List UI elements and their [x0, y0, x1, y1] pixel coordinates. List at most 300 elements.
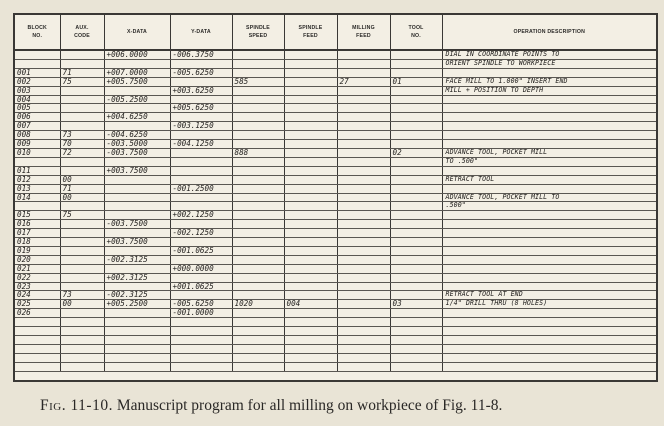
spindle-speed-cell	[232, 157, 284, 166]
x-data-cell	[104, 229, 170, 238]
spindle-speed-cell	[232, 246, 284, 255]
milling-feed-cell	[337, 202, 390, 211]
y-data-cell	[170, 318, 232, 327]
aux-code-cell	[60, 122, 104, 131]
block-no-cell: 007	[15, 122, 60, 131]
x-data-cell: +005.2500	[104, 300, 170, 309]
table-row	[15, 184, 656, 193]
aux-code-cell	[60, 282, 104, 291]
aux-code-cell	[60, 273, 104, 282]
spindle-speed-cell	[232, 95, 284, 104]
col-tool-no: TOOL NO.	[390, 15, 442, 50]
x-data-cell: +003.7500	[104, 238, 170, 247]
milling-feed-cell	[337, 309, 390, 318]
spindle-speed-cell	[232, 113, 284, 122]
x-data-cell	[104, 175, 170, 184]
aux-code-cell	[60, 327, 104, 336]
block-no-cell: 025	[15, 300, 60, 309]
spindle-feed-cell	[284, 59, 337, 68]
block-no-cell	[15, 353, 60, 362]
spindle-feed-cell	[284, 95, 337, 104]
program-rows	[15, 50, 656, 371]
spindle-speed-cell	[232, 175, 284, 184]
tool-no-cell	[390, 50, 442, 59]
y-data-cell	[170, 291, 232, 300]
block-no-cell: 005	[15, 104, 60, 113]
block-no-cell: 011	[15, 166, 60, 175]
table-row	[15, 362, 656, 371]
spindle-feed-cell	[284, 166, 337, 175]
spindle-feed-cell	[284, 211, 337, 220]
aux-code-cell	[60, 86, 104, 95]
tool-no-cell	[390, 291, 442, 300]
description-cell	[442, 95, 656, 104]
x-data-cell: -002.3125	[104, 255, 170, 264]
spindle-speed-cell	[232, 362, 284, 371]
table-row	[15, 353, 656, 362]
table-row	[15, 95, 656, 104]
milling-feed-cell	[337, 362, 390, 371]
spindle-speed-cell	[232, 140, 284, 149]
table-row	[15, 264, 656, 273]
aux-code-cell: 00	[60, 175, 104, 184]
tool-no-cell	[390, 95, 442, 104]
spindle-speed-cell: 1020	[232, 300, 284, 309]
block-no-cell: 016	[15, 220, 60, 229]
x-data-cell: -004.6250	[104, 131, 170, 140]
spindle-speed-cell	[232, 264, 284, 273]
x-data-cell	[104, 202, 170, 211]
block-no-cell: 018	[15, 238, 60, 247]
spindle-speed-cell	[232, 122, 284, 131]
aux-code-cell	[60, 238, 104, 247]
spindle-feed-cell	[284, 362, 337, 371]
x-data-cell: +007.0000	[104, 68, 170, 77]
x-data-cell	[104, 211, 170, 220]
aux-code-cell	[60, 157, 104, 166]
tool-no-cell	[390, 255, 442, 264]
spindle-feed-cell	[284, 148, 337, 157]
x-data-cell	[104, 184, 170, 193]
aux-code-cell: 71	[60, 184, 104, 193]
table-row	[15, 255, 656, 264]
x-data-cell	[104, 59, 170, 68]
x-data-cell: +002.3125	[104, 273, 170, 282]
spindle-feed-cell	[284, 318, 337, 327]
spindle-speed-cell	[232, 193, 284, 202]
block-no-cell: 001	[15, 68, 60, 77]
block-no-cell: 013	[15, 184, 60, 193]
x-data-cell	[104, 122, 170, 131]
x-data-cell: +006.0000	[104, 50, 170, 59]
aux-code-cell	[60, 318, 104, 327]
spindle-speed-cell	[232, 166, 284, 175]
aux-code-cell	[60, 255, 104, 264]
col-spindle-feed: SPINDLE FEED	[284, 15, 337, 50]
y-data-cell: -001.2500	[170, 184, 232, 193]
tool-no-cell: 02	[390, 148, 442, 157]
spindle-feed-cell: 004	[284, 300, 337, 309]
x-data-cell	[104, 193, 170, 202]
block-no-cell	[15, 318, 60, 327]
block-no-cell: 020	[15, 255, 60, 264]
table-row	[15, 229, 656, 238]
table-row	[15, 309, 656, 318]
block-no-cell	[15, 59, 60, 68]
table-row	[15, 50, 656, 59]
aux-code-cell: 73	[60, 131, 104, 140]
spindle-feed-cell	[284, 140, 337, 149]
x-data-cell: -005.2500	[104, 95, 170, 104]
y-data-cell: -002.1250	[170, 229, 232, 238]
spindle-feed-cell	[284, 184, 337, 193]
milling-feed-cell	[337, 318, 390, 327]
tool-no-cell	[390, 86, 442, 95]
aux-code-cell	[60, 50, 104, 59]
description-cell	[442, 211, 656, 220]
block-no-cell	[15, 335, 60, 344]
col-spindle-speed: SPINDLE SPEED	[232, 15, 284, 50]
spindle-speed-cell	[232, 220, 284, 229]
spindle-feed-cell	[284, 229, 337, 238]
description-cell: ORIENT SPINDLE TO WORKPIECE	[442, 59, 656, 68]
description-cell: ADVANCE TOOL, POCKET MILL TO	[442, 193, 656, 202]
spindle-speed-cell	[232, 291, 284, 300]
x-data-cell: -002.3125	[104, 291, 170, 300]
aux-code-cell	[60, 113, 104, 122]
aux-code-cell: 70	[60, 140, 104, 149]
description-cell	[442, 229, 656, 238]
y-data-cell	[170, 175, 232, 184]
x-data-cell	[104, 353, 170, 362]
y-data-cell: -004.1250	[170, 140, 232, 149]
spindle-feed-cell	[284, 238, 337, 247]
milling-feed-cell	[337, 68, 390, 77]
block-no-cell: 015	[15, 211, 60, 220]
spindle-feed-cell	[284, 246, 337, 255]
col-y-data: Y-DATA	[170, 15, 232, 50]
milling-feed-cell	[337, 291, 390, 300]
aux-code-cell	[60, 220, 104, 229]
spindle-feed-cell	[284, 353, 337, 362]
milling-feed-cell	[337, 59, 390, 68]
aux-code-cell: 75	[60, 211, 104, 220]
spindle-feed-cell	[284, 157, 337, 166]
y-data-cell: -005.6250	[170, 68, 232, 77]
aux-code-cell	[60, 59, 104, 68]
caption-label: Fig. 11-10.	[40, 397, 113, 414]
tool-no-cell	[390, 131, 442, 140]
x-data-cell	[104, 264, 170, 273]
spindle-speed-cell	[232, 50, 284, 59]
table-row	[15, 113, 656, 122]
spindle-feed-cell	[284, 255, 337, 264]
block-no-cell	[15, 362, 60, 371]
aux-code-cell	[60, 335, 104, 344]
tool-no-cell	[390, 166, 442, 175]
block-no-cell: 012	[15, 175, 60, 184]
tool-no-cell	[390, 59, 442, 68]
spindle-speed-cell	[232, 318, 284, 327]
tool-no-cell	[390, 68, 442, 77]
spindle-feed-cell	[284, 175, 337, 184]
description-cell: DIAL IN COORDINATE POINTS TO	[442, 50, 656, 59]
aux-code-cell	[60, 344, 104, 353]
y-data-cell: -003.1250	[170, 122, 232, 131]
block-no-cell: 008	[15, 131, 60, 140]
tool-no-cell	[390, 264, 442, 273]
milling-feed-cell	[337, 148, 390, 157]
y-data-cell	[170, 77, 232, 86]
table-row	[15, 344, 656, 353]
milling-feed-cell	[337, 273, 390, 282]
spindle-speed-cell	[232, 353, 284, 362]
table-row	[15, 220, 656, 229]
description-cell	[442, 273, 656, 282]
y-data-cell: -001.0000	[170, 309, 232, 318]
aux-code-cell: 72	[60, 148, 104, 157]
x-data-cell	[104, 318, 170, 327]
description-cell: RETRACT TOOL	[442, 175, 656, 184]
y-data-cell	[170, 148, 232, 157]
y-data-cell: +003.6250	[170, 86, 232, 95]
description-cell: ADVANCE TOOL, POCKET MILL	[442, 148, 656, 157]
y-data-cell: -001.0625	[170, 246, 232, 255]
table-row	[15, 300, 656, 309]
table-row	[15, 68, 656, 77]
x-data-cell: +003.7500	[104, 166, 170, 175]
tool-no-cell	[390, 140, 442, 149]
spindle-feed-cell	[284, 122, 337, 131]
aux-code-cell: 71	[60, 68, 104, 77]
block-no-cell	[15, 50, 60, 59]
table-row	[15, 238, 656, 247]
header-row	[15, 15, 656, 50]
y-data-cell: -005.6250	[170, 300, 232, 309]
y-data-cell	[170, 95, 232, 104]
aux-code-cell	[60, 229, 104, 238]
y-data-cell	[170, 59, 232, 68]
x-data-cell	[104, 104, 170, 113]
aux-code-cell	[60, 264, 104, 273]
spindle-feed-cell	[284, 309, 337, 318]
tool-no-cell	[390, 202, 442, 211]
y-data-cell: +000.0000	[170, 264, 232, 273]
spindle-speed-cell	[232, 282, 284, 291]
tool-no-cell	[390, 238, 442, 247]
spindle-feed-cell	[284, 282, 337, 291]
y-data-cell	[170, 335, 232, 344]
y-data-cell	[170, 166, 232, 175]
tool-no-cell	[390, 122, 442, 131]
spindle-speed-cell	[232, 335, 284, 344]
description-cell: TO .500"	[442, 157, 656, 166]
aux-code-cell: 73	[60, 291, 104, 300]
description-cell	[442, 353, 656, 362]
tool-no-cell	[390, 113, 442, 122]
x-data-cell: +004.6250	[104, 113, 170, 122]
y-data-cell	[170, 362, 232, 371]
tool-no-cell	[390, 344, 442, 353]
spindle-speed-cell	[232, 309, 284, 318]
x-data-cell: -003.7500	[104, 220, 170, 229]
tool-no-cell	[390, 273, 442, 282]
milling-feed-cell	[337, 264, 390, 273]
col-operation-description: OPERATION DESCRIPTION	[442, 15, 656, 50]
table-row	[15, 131, 656, 140]
aux-code-cell	[60, 362, 104, 371]
aux-code-cell	[60, 104, 104, 113]
spindle-speed-cell	[232, 104, 284, 113]
y-data-cell	[170, 131, 232, 140]
table-row	[15, 166, 656, 175]
description-cell	[442, 131, 656, 140]
table-row	[15, 86, 656, 95]
aux-code-cell	[60, 246, 104, 255]
y-data-cell	[170, 353, 232, 362]
milling-feed-cell	[337, 229, 390, 238]
milling-feed-cell	[337, 211, 390, 220]
spindle-feed-cell	[284, 68, 337, 77]
description-cell	[442, 264, 656, 273]
y-data-cell	[170, 344, 232, 353]
spindle-feed-cell	[284, 193, 337, 202]
spindle-speed-cell	[232, 86, 284, 95]
table-row	[15, 175, 656, 184]
table-row	[15, 246, 656, 255]
tool-no-cell	[390, 353, 442, 362]
description-cell	[442, 122, 656, 131]
table-row	[15, 148, 656, 157]
description-cell	[442, 68, 656, 77]
spindle-speed-cell	[232, 131, 284, 140]
description-cell	[442, 255, 656, 264]
spindle-speed-cell	[232, 344, 284, 353]
y-data-cell	[170, 193, 232, 202]
description-cell	[442, 104, 656, 113]
y-data-cell	[170, 273, 232, 282]
milling-feed-cell	[337, 184, 390, 193]
tool-no-cell	[390, 229, 442, 238]
aux-code-cell: 00	[60, 300, 104, 309]
milling-feed-cell	[337, 175, 390, 184]
x-data-cell: -003.7500	[104, 148, 170, 157]
table-row	[15, 318, 656, 327]
spindle-feed-cell	[284, 335, 337, 344]
description-cell	[442, 184, 656, 193]
tool-no-cell	[390, 246, 442, 255]
table-row	[15, 211, 656, 220]
tool-no-cell	[390, 362, 442, 371]
spindle-feed-cell	[284, 86, 337, 95]
description-cell	[442, 166, 656, 175]
milling-feed-cell	[337, 344, 390, 353]
tool-no-cell	[390, 327, 442, 336]
spindle-feed-cell	[284, 50, 337, 59]
tool-no-cell	[390, 318, 442, 327]
milling-feed-cell	[337, 50, 390, 59]
tool-no-cell	[390, 309, 442, 318]
spindle-speed-cell	[232, 229, 284, 238]
description-cell	[442, 335, 656, 344]
aux-code-cell: 75	[60, 77, 104, 86]
spindle-feed-cell	[284, 77, 337, 86]
block-no-cell	[15, 327, 60, 336]
y-data-cell	[170, 202, 232, 211]
spindle-speed-cell	[232, 68, 284, 77]
spindle-speed-cell	[232, 327, 284, 336]
aux-code-cell	[60, 202, 104, 211]
table-row	[15, 327, 656, 336]
table-row	[15, 157, 656, 166]
table-row	[15, 122, 656, 131]
x-data-cell	[104, 335, 170, 344]
y-data-cell: -006.3750	[170, 50, 232, 59]
block-no-cell	[15, 202, 60, 211]
col-block-no: BLOCK NO.	[15, 15, 60, 50]
milling-feed-cell	[337, 300, 390, 309]
program-table	[15, 15, 656, 372]
description-cell	[442, 344, 656, 353]
spindle-speed-cell	[232, 255, 284, 264]
tool-no-cell	[390, 175, 442, 184]
milling-feed-cell	[337, 113, 390, 122]
milling-feed-cell	[337, 193, 390, 202]
spindle-feed-cell	[284, 327, 337, 336]
milling-feed-cell	[337, 131, 390, 140]
block-no-cell: 026	[15, 309, 60, 318]
y-data-cell: +002.1250	[170, 211, 232, 220]
description-cell	[442, 309, 656, 318]
y-data-cell	[170, 255, 232, 264]
spindle-feed-cell	[284, 113, 337, 122]
table-row	[15, 282, 656, 291]
table-row	[15, 59, 656, 68]
x-data-cell: +005.7500	[104, 77, 170, 86]
block-no-cell: 024	[15, 291, 60, 300]
table-row	[15, 104, 656, 113]
block-no-cell	[15, 157, 60, 166]
aux-code-cell	[60, 309, 104, 318]
x-data-cell	[104, 282, 170, 291]
x-data-cell	[104, 362, 170, 371]
spindle-feed-cell	[284, 291, 337, 300]
x-data-cell	[104, 327, 170, 336]
aux-code-cell	[60, 95, 104, 104]
milling-feed-cell	[337, 95, 390, 104]
description-cell: RETRACT TOOL AT END	[442, 291, 656, 300]
col-x-data: X-DATA	[104, 15, 170, 50]
aux-code-cell	[60, 353, 104, 362]
spindle-speed-cell: 888	[232, 148, 284, 157]
table-row	[15, 77, 656, 86]
col-aux-code: AUX. CODE	[60, 15, 104, 50]
tool-no-cell	[390, 211, 442, 220]
milling-feed-cell: 27	[337, 77, 390, 86]
spindle-feed-cell	[284, 264, 337, 273]
tool-no-cell	[390, 193, 442, 202]
spindle-feed-cell	[284, 131, 337, 140]
spindle-speed-cell: 585	[232, 77, 284, 86]
spindle-speed-cell	[232, 238, 284, 247]
block-no-cell	[15, 344, 60, 353]
table-row	[15, 335, 656, 344]
description-cell	[442, 238, 656, 247]
y-data-cell	[170, 220, 232, 229]
block-no-cell: 004	[15, 95, 60, 104]
tool-no-cell	[390, 104, 442, 113]
description-cell: .500"	[442, 202, 656, 211]
